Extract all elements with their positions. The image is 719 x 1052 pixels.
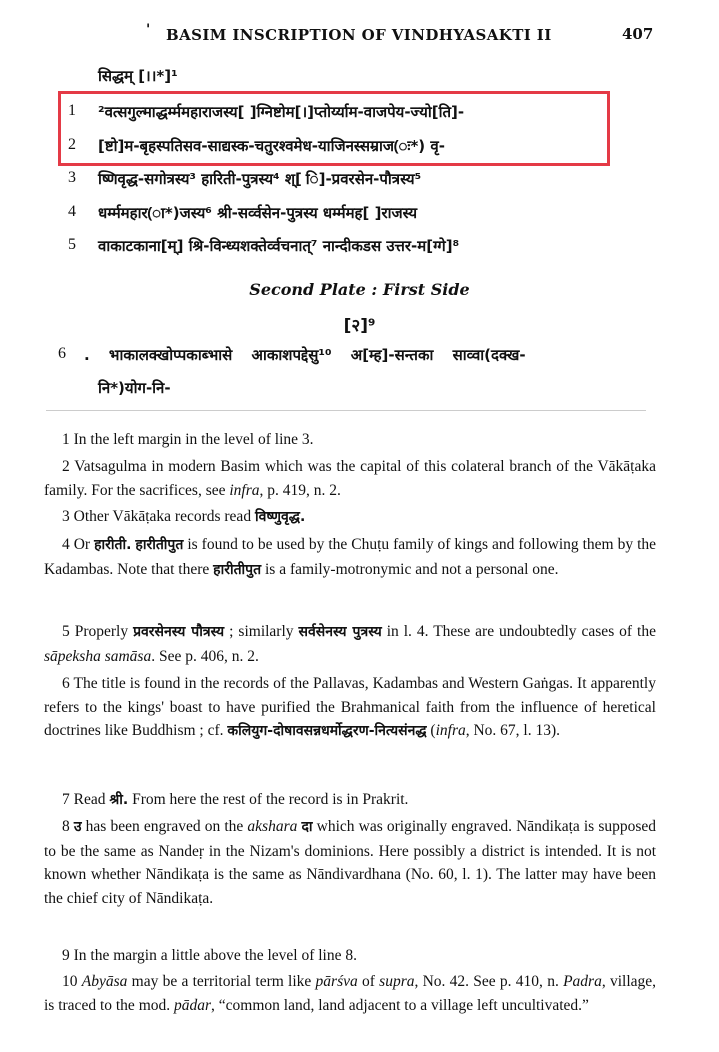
footnote-3: 3 Other Vākāṭaka records read विष्णुवृद्ध. bbox=[62, 508, 306, 525]
footnote-9: 9 In the margin a little above the level of line 8. bbox=[62, 947, 357, 964]
line-number: 2 bbox=[68, 136, 76, 153]
footnote-1: 1 In the left margin in the level of line 3. bbox=[62, 431, 314, 448]
text-line: धर्म्ममहार(ा*)जस्य⁶ श्री-सर्व्वसेन-पुत्रस्य धर्म्ममह[ ]राजस्य bbox=[98, 204, 418, 222]
plate-number: [२]⁹ bbox=[343, 316, 376, 336]
text-line: [ष्टो]म-बृहस्पतिसव-साद्यस्क-चतुरश्वमेध-याजिनस्सम्राज(ः*) वृ- bbox=[98, 137, 445, 155]
highlight-box bbox=[58, 91, 610, 166]
text-line: ष्णिवृद्ध-सगोत्रस्य³ हारिती-पुत्रस्य⁴ श्[ ि]-प्रवरसेन-पौत्रस्य⁵ bbox=[98, 170, 422, 188]
line-number: 3 bbox=[68, 169, 76, 186]
footnote-4: 4 Or हारीती. हारीतीपुत is found to be used by the Chuṭu family of kings and following them by the Kadambas. Note that there हारीतीपुत is a family-motronymic and not a personal one. bbox=[44, 536, 657, 578]
footnote-8: 8 उ has been engraved on the akshara दा which was originally engraved. Nāndikaṭa is supposed to be the same as Nandeṛ in the Nizam's dominions. Here possibly a district is intended. It is not known whether Nāndikaṭa is the same as Nāndivardhana (No. 60, l. 1). The latter may have been the chief city of Nāndikaṭa. bbox=[44, 818, 657, 907]
header-mark: ' bbox=[146, 22, 151, 38]
line-number: 4 bbox=[68, 203, 76, 220]
line-number: 1 bbox=[68, 102, 76, 119]
footnote-7: 7 Read श्री. From here the rest of the record is in Prakrit. bbox=[62, 791, 409, 808]
footnote-10: 10 Abyāsa may be a territorial term like pārśva of supra, No. 42. See p. 410, n. Padra, village, is traced to the mod. pādar, “common land, land adjacent to a village left uncultivated.” bbox=[44, 973, 657, 1014]
text-line-invocation: सिद्धम् [।।*]¹ bbox=[98, 67, 178, 85]
footnote-divider bbox=[46, 410, 646, 411]
footnote-6: 6 The title is found in the records of the Pallavas, Kadambas and Western Gaṅgas. It apparently refers to the kings' boast to have purified the Brahmanical faith from the influence of heretical doctrines like Buddhism ; cf. कलियुग-दोषावसन्नधर्मोद्धरण-नित्यसंनद्ध (infra, No. 67, l. 13). bbox=[44, 675, 656, 740]
text-line: वाकाटकाना[म्] श्रि-विन्ध्यशक्तेर्व्वचनात्⁷ नान्दीकडस उत्तर-म[ग्गे]⁸ bbox=[98, 237, 460, 255]
footnote-5: 5 Properly प्रवरसेनस्य पौत्रस्य ; similarly सर्वसेनस्य पुत्रस्य in l. 4. These are undoubtedly cases of the sāpeksha samāsa. See p. 406, n. 2. bbox=[44, 623, 656, 665]
line-number: 5 bbox=[68, 236, 76, 253]
text-line-continuation: नि*)योग-नि- bbox=[98, 379, 171, 397]
running-header-title: BASIM INSCRIPTION OF VINDHYASAKTI II bbox=[166, 26, 552, 44]
text-line: . भाकालक्खोप्पकाब्भासे आकाशपद्देसु¹⁰ अ[म्ह]-सन्तका साव्वा(दक्ख- bbox=[84, 346, 526, 364]
line-number: 6 bbox=[58, 345, 66, 362]
footnote-2: 2 Vatsagulma in modern Basim which was the capital of this colateral branch of the Vākāṭaka family. For the sacrifices, see infra, p. 419, n. 2. bbox=[44, 458, 656, 499]
plate-title: Second Plate : First Side bbox=[249, 280, 470, 299]
page-number: 407 bbox=[622, 25, 654, 43]
text-line: ²वत्सगुल्माद्धर्म्ममहाराजस्य[ ]ग्निष्टोम[।]प्तोर्य्याम-वाजपेय-ज्यो[ति]- bbox=[98, 103, 465, 121]
